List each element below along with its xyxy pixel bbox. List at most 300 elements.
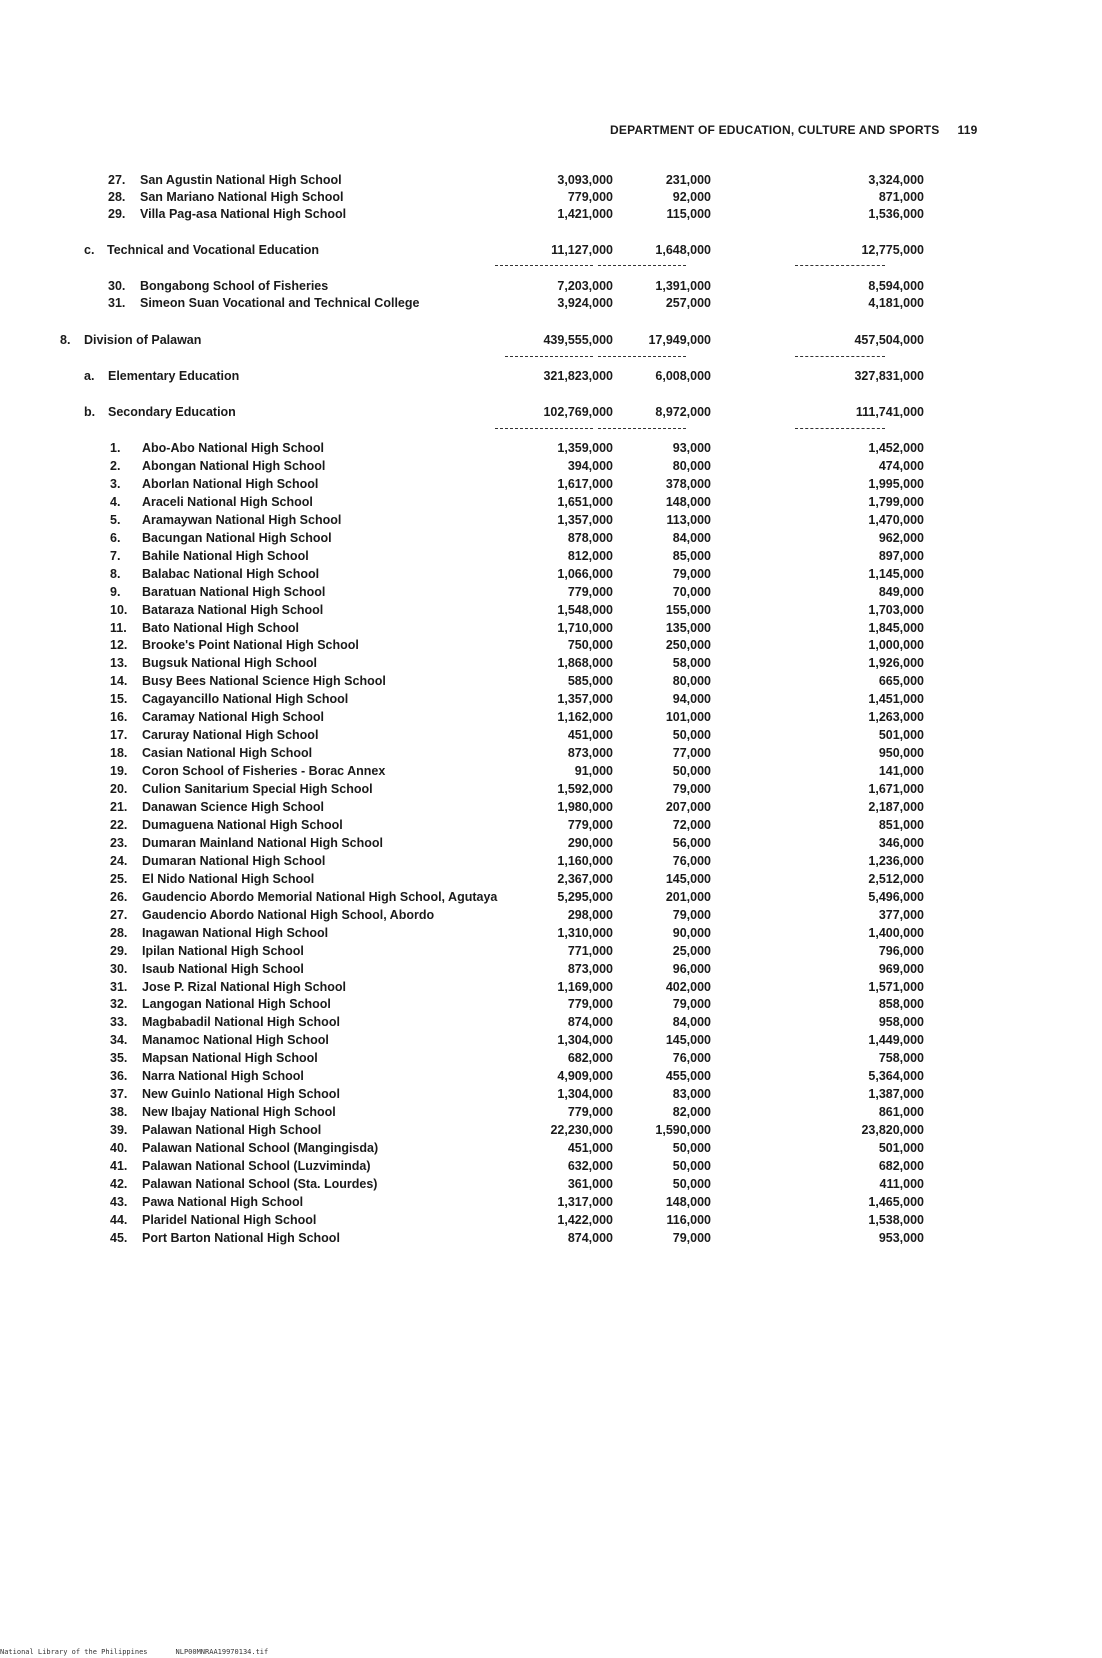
amount-column-1: 632,000 — [567, 1159, 613, 1173]
table-row — [0, 601, 1102, 619]
amount-column-2: 94,000 — [672, 692, 711, 707]
amount-column-2: 79,000 — [672, 997, 711, 1012]
row-marker: 15. — [110, 692, 128, 707]
table-row — [0, 511, 1102, 529]
footer-file-id: NLP00MNRAA19970134.tif — [175, 1648, 269, 1656]
table-row — [0, 1103, 1102, 1121]
amount-column-2: 115,000 — [666, 207, 711, 221]
row-label: Pawa National High School — [142, 1194, 304, 1209]
amount-column-1: 4,909,000 — [557, 1069, 613, 1084]
row-label: Ipilan National High School — [142, 943, 304, 958]
amount-total: 962,000 — [878, 530, 924, 545]
amount-column-1: 878,000 — [567, 530, 613, 545]
row-marker: 17. — [110, 728, 128, 743]
amount-total: 457,504,000 — [854, 333, 924, 347]
table-row — [0, 547, 1102, 565]
row-marker: 12. — [110, 638, 128, 653]
row-label: Palawan National School (Sta. Lourdes) — [142, 1176, 378, 1191]
amount-column-2: 1,648,000 — [655, 243, 711, 257]
table-row — [0, 619, 1102, 637]
amount-total: 871,000 — [878, 190, 924, 204]
table-row — [0, 1229, 1102, 1247]
amount-column-1: 3,924,000 — [557, 296, 613, 310]
amount-column-1: 451,000 — [567, 1141, 613, 1156]
amount-column-1: 394,000 — [567, 458, 613, 473]
amount-column-1: 1,169,000 — [557, 979, 613, 994]
row-label: Inagawan National High School — [142, 925, 329, 940]
row-label: Narra National High School — [142, 1069, 304, 1084]
amount-column-1: 779,000 — [567, 997, 613, 1012]
amount-column-2: 50,000 — [672, 1176, 711, 1191]
row-marker: 44. — [110, 1212, 128, 1227]
amount-column-1: 682,000 — [567, 1051, 613, 1066]
table-row — [0, 906, 1102, 924]
row-marker: 27. — [110, 907, 128, 922]
table-row — [0, 780, 1102, 798]
row-marker: 38. — [110, 1105, 128, 1120]
amount-column-1: 779,000 — [567, 584, 613, 599]
row-label: Culion Sanitarium Special High School — [142, 782, 373, 797]
row-marker: 3. — [110, 476, 121, 491]
row-marker: 16. — [110, 710, 128, 725]
row-label: Coron School of Fisheries - Borac Annex — [142, 764, 386, 779]
amount-total: 1,926,000 — [868, 656, 924, 671]
row-marker: 11. — [110, 620, 127, 635]
amount-total: 8,594,000 — [868, 279, 924, 293]
table-row — [0, 171, 1102, 189]
page-footer — [0, 1648, 296, 1656]
row-marker: 18. — [110, 746, 128, 761]
table-row — [0, 331, 1102, 349]
row-marker: 24. — [110, 853, 128, 868]
row-label: Dumaran National High School — [142, 853, 326, 868]
table-row — [0, 960, 1102, 978]
row-marker: 42. — [110, 1176, 128, 1191]
amount-column-2: 96,000 — [672, 961, 711, 976]
amount-total: 849,000 — [878, 584, 924, 599]
amount-total: 141,000 — [878, 764, 924, 779]
amount-column-2: 82,000 — [672, 1105, 711, 1120]
amount-column-2: 135,000 — [665, 620, 711, 635]
row-marker: 10. — [110, 602, 128, 617]
amount-column-2: 79,000 — [672, 907, 711, 922]
amount-column-1: 1,617,000 — [557, 476, 613, 491]
amount-total: 758,000 — [878, 1051, 924, 1066]
row-label: New Ibajay National High School — [142, 1105, 336, 1120]
row-label: Bongabong School of Fisheries — [140, 279, 329, 293]
amount-column-1: 439,555,000 — [543, 333, 613, 347]
amount-column-2: 50,000 — [672, 1159, 711, 1173]
amount-column-1: 5,295,000 — [557, 889, 613, 904]
amount-column-2: 8,972,000 — [655, 405, 711, 419]
row-marker: 31. — [110, 979, 128, 994]
row-label: New Guinlo National High School — [142, 1087, 340, 1102]
table-row — [0, 367, 1102, 385]
row-label: Palawan National High School — [142, 1123, 322, 1138]
table-row — [0, 457, 1102, 475]
table-row — [0, 995, 1102, 1013]
row-label: Caruray National High School — [142, 728, 319, 743]
row-marker: 20. — [110, 782, 128, 797]
amount-column-2: 201,000 — [665, 889, 711, 904]
amount-column-2: 148,000 — [665, 494, 711, 509]
row-marker: 31. — [108, 296, 126, 310]
row-marker: a. — [84, 369, 95, 383]
rule-line — [598, 428, 686, 429]
amount-total: 1,799,000 — [868, 494, 924, 509]
row-label: Simeon Suan Vocational and Technical College — [140, 296, 420, 310]
row-label: Gaudencio Abordo Memorial National High School, Agutaya — [142, 889, 498, 904]
amount-column-1: 2,367,000 — [557, 871, 613, 886]
row-label: Bato National High School — [142, 620, 299, 635]
row-marker: 36. — [110, 1069, 128, 1084]
amount-total: 1,470,000 — [868, 512, 924, 527]
amount-column-2: 90,000 — [672, 925, 711, 940]
row-label: El Nido National High School — [142, 871, 315, 886]
row-label: Gaudencio Abordo National High School, Abordo — [142, 907, 435, 922]
amount-column-2: 85,000 — [672, 548, 711, 563]
amount-column-2: 145,000 — [665, 871, 711, 886]
row-marker: 30. — [110, 961, 128, 976]
amount-column-1: 1,980,000 — [557, 800, 613, 814]
amount-column-2: 455,000 — [665, 1069, 711, 1084]
amount-total: 1,845,000 — [868, 620, 924, 635]
row-marker: 28. — [108, 190, 126, 204]
amount-column-2: 1,590,000 — [655, 1123, 711, 1138]
table-row — [0, 726, 1102, 744]
row-marker: 23. — [110, 835, 128, 850]
amount-column-1: 298,000 — [567, 907, 613, 922]
row-label: Abongan National High School — [142, 458, 326, 473]
amount-column-1: 812,000 — [567, 548, 613, 563]
amount-total: 411,000 — [879, 1176, 924, 1191]
amount-total: 1,452,000 — [868, 441, 924, 455]
amount-total: 3,324,000 — [868, 173, 924, 187]
amount-column-1: 7,203,000 — [557, 279, 613, 293]
amount-column-2: 207,000 — [665, 800, 711, 814]
row-marker: 7. — [110, 548, 121, 563]
amount-total: 953,000 — [878, 1230, 924, 1245]
amount-total: 1,000,000 — [868, 638, 924, 653]
amount-total: 12,775,000 — [861, 243, 924, 257]
table-row — [0, 1157, 1102, 1175]
rule-line — [598, 265, 686, 266]
amount-column-1: 1,422,000 — [557, 1212, 613, 1227]
amount-column-1: 1,317,000 — [557, 1194, 613, 1209]
table-row — [0, 565, 1102, 583]
table-row — [0, 1121, 1102, 1139]
row-label: San Agustin National High School — [140, 173, 342, 187]
amount-column-1: 22,230,000 — [550, 1123, 613, 1138]
amount-column-2: 76,000 — [672, 1051, 711, 1066]
amount-total: 796,000 — [878, 943, 924, 958]
row-label: Secondary Education — [108, 405, 236, 419]
amount-column-1: 11,127,000 — [551, 243, 613, 257]
table-row — [0, 439, 1102, 457]
row-marker: 29. — [108, 207, 126, 221]
row-marker: 8. — [110, 566, 121, 581]
amount-column-2: 77,000 — [672, 746, 711, 761]
amount-column-1: 1,304,000 — [557, 1033, 613, 1048]
amount-column-1: 1,304,000 — [557, 1087, 613, 1102]
amount-total: 1,145,000 — [868, 566, 924, 581]
row-label: Technical and Vocational Education — [107, 243, 320, 257]
table-row — [0, 654, 1102, 672]
table-row — [0, 924, 1102, 942]
table-row — [0, 690, 1102, 708]
amount-column-2: 79,000 — [672, 566, 711, 581]
amount-column-1: 1,421,000 — [557, 207, 613, 221]
table-row — [0, 1139, 1102, 1157]
row-label: Dumaran Mainland National High School — [142, 835, 383, 850]
row-label: Abo-Abo National High School — [142, 441, 324, 455]
amount-total: 501,000 — [878, 728, 924, 743]
amount-total: 327,831,000 — [854, 369, 924, 383]
row-label: Plaridel National High School — [142, 1212, 317, 1227]
table-row — [0, 708, 1102, 726]
rule-line — [795, 265, 885, 266]
amount-total: 682,000 — [878, 1159, 924, 1173]
row-label: Bacungan National High School — [142, 530, 332, 545]
amount-total: 377,000 — [878, 907, 924, 922]
amount-total: 2,187,000 — [868, 800, 924, 814]
amount-column-1: 3,093,000 — [557, 173, 613, 187]
table-row — [0, 188, 1102, 206]
amount-total: 1,571,000 — [868, 979, 924, 994]
row-marker: 4. — [110, 494, 121, 509]
amount-column-2: 79,000 — [672, 782, 711, 797]
row-marker: 28. — [110, 925, 128, 940]
amount-column-2: 145,000 — [665, 1033, 711, 1048]
amount-column-2: 250,000 — [665, 638, 711, 653]
amount-total: 23,820,000 — [861, 1123, 924, 1138]
amount-total: 1,263,000 — [868, 710, 924, 725]
row-label: Bahile National High School — [142, 548, 309, 563]
page-header — [610, 123, 978, 137]
amount-total: 346,000 — [878, 835, 924, 850]
amount-total: 958,000 — [878, 1015, 924, 1030]
row-label: Palawan National School (Mangingisda) — [142, 1141, 379, 1156]
amount-column-2: 56,000 — [672, 835, 711, 850]
row-marker: 6. — [110, 530, 121, 545]
amount-column-2: 72,000 — [672, 817, 711, 832]
amount-total: 1,451,000 — [868, 692, 924, 707]
amount-column-2: 25,000 — [672, 943, 711, 958]
amount-column-1: 102,769,000 — [543, 405, 613, 419]
row-label: Busy Bees National Science High School — [142, 674, 386, 689]
row-marker: 22. — [110, 817, 128, 832]
amount-column-2: 148,000 — [665, 1194, 711, 1209]
amount-total: 5,364,000 — [868, 1069, 924, 1084]
amount-total: 1,449,000 — [868, 1033, 924, 1048]
table-row — [0, 1049, 1102, 1067]
row-marker: 32. — [110, 997, 128, 1012]
row-marker: 2. — [110, 458, 121, 473]
row-label: Baratuan National High School — [142, 584, 326, 599]
row-label: Jose P. Rizal National High School — [142, 979, 346, 994]
rule-line — [505, 356, 593, 357]
amount-total: 5,496,000 — [868, 889, 924, 904]
row-marker: 39. — [110, 1123, 128, 1138]
rule-line — [495, 428, 593, 429]
amount-column-2: 83,000 — [672, 1087, 711, 1102]
amount-total: 950,000 — [878, 746, 924, 761]
amount-column-2: 93,000 — [672, 441, 711, 455]
rule-line — [795, 356, 885, 357]
row-marker: c. — [84, 243, 95, 257]
row-marker: 1. — [110, 441, 121, 455]
amount-column-1: 873,000 — [567, 746, 613, 761]
amount-total: 1,538,000 — [868, 1212, 924, 1227]
row-label: Magbabadil National High School — [142, 1015, 340, 1030]
amount-column-1: 1,357,000 — [557, 692, 613, 707]
row-marker: 8. — [60, 333, 71, 347]
amount-total: 1,236,000 — [868, 853, 924, 868]
row-marker: b. — [84, 405, 96, 419]
row-label: Manamoc National High School — [142, 1033, 329, 1048]
amount-total: 1,995,000 — [868, 476, 924, 491]
table-row — [0, 762, 1102, 780]
amount-column-1: 1,548,000 — [557, 602, 613, 617]
amount-column-1: 1,162,000 — [557, 710, 613, 725]
amount-total: 501,000 — [878, 1141, 924, 1156]
table-row — [0, 870, 1102, 888]
row-label: Aborlan National High School — [142, 476, 319, 491]
row-marker: 35. — [110, 1051, 128, 1066]
table-row — [0, 1085, 1102, 1103]
row-marker: 13. — [110, 656, 128, 671]
amount-column-2: 58,000 — [672, 656, 711, 671]
table-row — [0, 493, 1102, 511]
table-row — [0, 205, 1102, 223]
row-marker: 14. — [110, 674, 128, 689]
table-row — [0, 583, 1102, 601]
table-row — [0, 529, 1102, 547]
table-row — [0, 1193, 1102, 1211]
amount-column-1: 1,592,000 — [557, 782, 613, 797]
amount-column-1: 1,160,000 — [557, 853, 613, 868]
amount-total: 1,465,000 — [868, 1194, 924, 1209]
table-row — [0, 1211, 1102, 1229]
amount-column-2: 402,000 — [665, 979, 711, 994]
row-marker: 41. — [110, 1159, 128, 1173]
table-row — [0, 798, 1102, 816]
row-marker: 9. — [110, 584, 121, 599]
row-marker: 25. — [110, 871, 128, 886]
row-marker: 5. — [110, 512, 121, 527]
amount-column-1: 874,000 — [567, 1230, 613, 1245]
amount-total: 4,181,000 — [868, 296, 924, 310]
amount-total: 858,000 — [878, 997, 924, 1012]
amount-column-2: 84,000 — [672, 530, 711, 545]
amount-column-1: 290,000 — [567, 835, 613, 850]
row-label: Palawan National School (Luzviminda) — [142, 1159, 371, 1173]
row-label: Port Barton National High School — [142, 1230, 340, 1245]
amount-total: 897,000 — [878, 548, 924, 563]
table-row — [0, 241, 1102, 259]
row-label: Isaub National High School — [142, 961, 304, 976]
row-label: Danawan Science High School — [142, 800, 324, 814]
amount-total: 851,000 — [878, 817, 924, 832]
row-marker: 21. — [110, 800, 128, 814]
amount-column-2: 113,000 — [666, 512, 711, 527]
table-row — [0, 852, 1102, 870]
amount-column-1: 779,000 — [567, 817, 613, 832]
footer-library: National Library of the Philippines — [0, 1648, 148, 1656]
amount-column-1: 1,359,000 — [557, 441, 613, 455]
amount-column-1: 779,000 — [567, 190, 613, 204]
amount-total: 474,000 — [878, 458, 924, 473]
amount-total: 1,703,000 — [868, 602, 924, 617]
amount-column-2: 116,000 — [666, 1212, 711, 1227]
row-label: Casian National High School — [142, 746, 313, 761]
amount-column-2: 17,949,000 — [648, 333, 711, 347]
amount-total: 111,741,000 — [855, 405, 924, 419]
row-label: Araceli National High School — [142, 494, 313, 509]
amount-column-2: 378,000 — [665, 476, 711, 491]
table-row — [0, 1031, 1102, 1049]
amount-total: 1,536,000 — [868, 207, 924, 221]
amount-column-1: 874,000 — [567, 1015, 613, 1030]
row-label: Dumaguena National High School — [142, 817, 343, 832]
amount-column-1: 361,000 — [567, 1176, 613, 1191]
amount-column-1: 451,000 — [567, 728, 613, 743]
amount-total: 2,512,000 — [868, 871, 924, 886]
header-title: DEPARTMENT OF EDUCATION, CULTURE AND SPORTS — [610, 123, 940, 137]
table-row — [0, 942, 1102, 960]
table-row — [0, 277, 1102, 295]
row-label: Brooke's Point National High School — [142, 638, 359, 653]
amount-column-2: 50,000 — [672, 728, 711, 743]
row-label: San Mariano National High School — [140, 190, 344, 204]
row-marker: 37. — [110, 1087, 128, 1102]
row-label: Mapsan National High School — [142, 1051, 318, 1066]
table-row — [0, 1175, 1102, 1193]
amount-column-1: 750,000 — [567, 638, 613, 653]
amount-column-1: 91,000 — [574, 764, 613, 779]
row-marker: 19. — [110, 764, 128, 779]
amount-total: 1,400,000 — [868, 925, 924, 940]
row-label: Division of Palawan — [84, 333, 202, 347]
table-row — [0, 978, 1102, 996]
amount-column-2: 80,000 — [672, 674, 711, 689]
amount-column-2: 70,000 — [672, 584, 711, 599]
table-row — [0, 816, 1102, 834]
amount-column-2: 79,000 — [672, 1230, 711, 1245]
amount-column-2: 84,000 — [672, 1015, 711, 1030]
table-row — [0, 888, 1102, 906]
row-marker: 27. — [108, 173, 126, 187]
row-label: Villa Pag-asa National High School — [140, 207, 347, 221]
row-label: Cagayancillo National High School — [142, 692, 349, 707]
amount-column-2: 50,000 — [672, 1141, 711, 1156]
row-label: Langogan National High School — [142, 997, 331, 1012]
table-row — [0, 636, 1102, 654]
table-row — [0, 834, 1102, 852]
amount-total: 1,671,000 — [868, 782, 924, 797]
amount-column-1: 1,651,000 — [557, 494, 613, 509]
amount-column-1: 321,823,000 — [543, 369, 613, 383]
amount-total: 861,000 — [878, 1105, 924, 1120]
amount-column-2: 101,000 — [665, 710, 711, 725]
row-marker: 26. — [110, 889, 128, 904]
rule-line — [495, 265, 593, 266]
table-row — [0, 744, 1102, 762]
amount-column-1: 1,868,000 — [557, 656, 613, 671]
amount-column-2: 50,000 — [672, 764, 711, 779]
row-label: Bugsuk National High School — [142, 656, 318, 671]
amount-column-1: 1,710,000 — [557, 620, 613, 635]
